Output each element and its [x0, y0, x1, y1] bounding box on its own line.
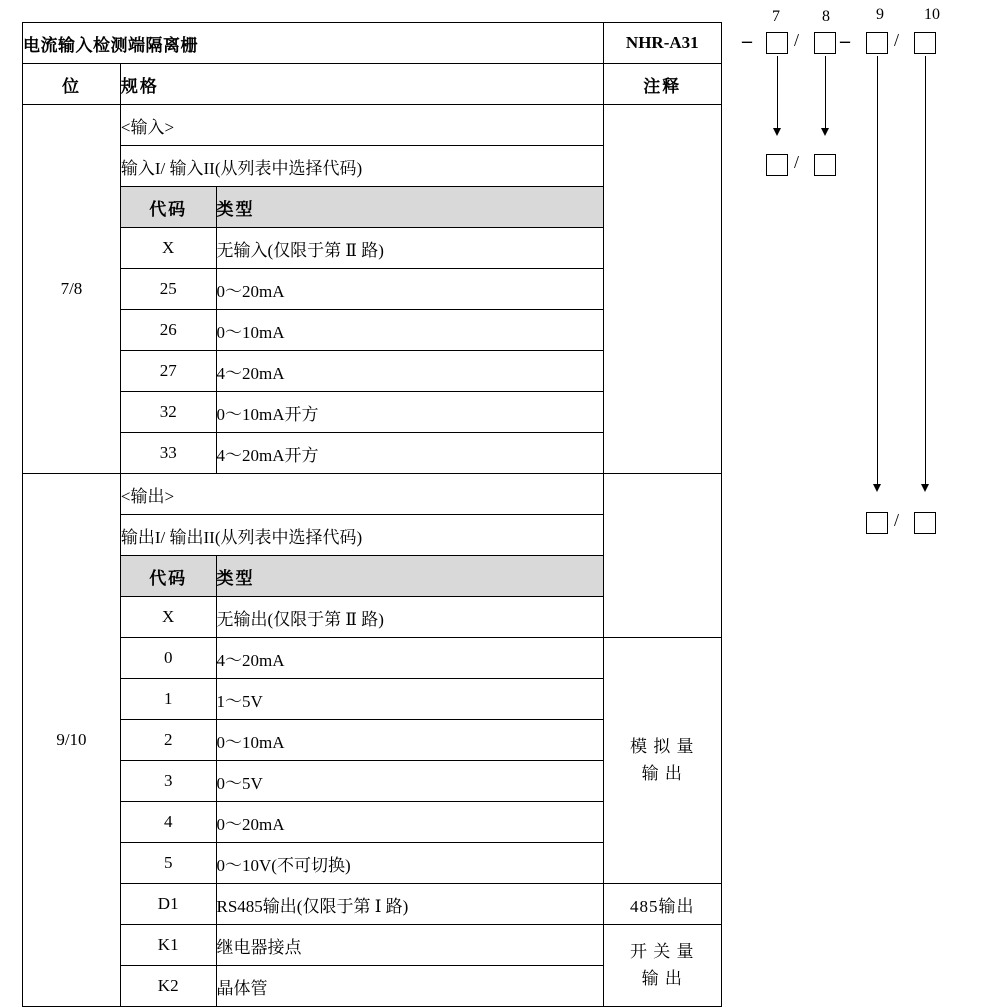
table-row	[23, 105, 722, 146]
note-empty	[603, 597, 721, 638]
note-empty	[603, 433, 721, 474]
subheader-code: 代码	[120, 556, 216, 597]
row-type: 继电器接点	[216, 925, 603, 966]
subheader-type: 类型	[216, 187, 603, 228]
code-box-10[interactable]	[914, 32, 936, 54]
row-type: 1～5V	[216, 679, 603, 720]
note-line-2: 输 出	[641, 763, 683, 783]
slash-separator-1: /	[794, 30, 800, 50]
row-code: 5	[120, 843, 216, 884]
row-type: 4～20mA开方	[216, 433, 603, 474]
row-type: 0～10mA	[216, 310, 603, 351]
table-row	[23, 515, 722, 556]
table-row	[23, 146, 722, 187]
row-code: D1	[120, 884, 216, 925]
note-empty	[603, 187, 721, 228]
note-empty	[603, 269, 721, 310]
digit-label-8: 8	[822, 8, 830, 25]
row-code: K2	[120, 966, 216, 1007]
table-row	[23, 351, 722, 392]
input-box-ii[interactable]	[814, 154, 836, 176]
row-code: 3	[120, 761, 216, 802]
code-box-8[interactable]	[814, 32, 836, 54]
row-code: 32	[120, 392, 216, 433]
table-row	[23, 638, 722, 679]
leader-line-9	[877, 56, 878, 486]
row-type: 晶体管	[216, 966, 603, 1007]
note-empty	[603, 556, 721, 597]
note-empty	[603, 146, 721, 187]
section-position-9-10: 9/10	[23, 474, 121, 1007]
table-row	[23, 884, 722, 925]
row-type: 无输入(仅限于第 Ⅱ 路)	[216, 228, 603, 269]
slash-separator-output: /	[894, 510, 900, 530]
output-box-ii[interactable]	[914, 512, 936, 534]
row-code: 4	[120, 802, 216, 843]
note-line-2: 输 出	[641, 968, 683, 988]
header-spec: 规格	[120, 64, 603, 105]
row-type: 0～10mA	[216, 720, 603, 761]
note-empty	[603, 392, 721, 433]
digit-label-9: 9	[876, 6, 884, 23]
row-type: 4～20mA	[216, 638, 603, 679]
leader-arrow-8	[821, 128, 829, 136]
row-type: 0～10V(不可切换)	[216, 843, 603, 884]
note-rs485-output: 485输出	[603, 884, 721, 925]
table-row	[23, 925, 722, 966]
section-position-7-8: 7/8	[23, 105, 121, 474]
section-title-input: <输入>	[120, 105, 603, 146]
header-position: 位	[23, 64, 121, 105]
leader-line-7	[777, 56, 778, 130]
note-line-1: 开 关 量	[630, 942, 695, 962]
row-code: 25	[120, 269, 216, 310]
row-code: 2	[120, 720, 216, 761]
output-box-i[interactable]	[866, 512, 888, 534]
input-box-i[interactable]	[766, 154, 788, 176]
document-title: 电流输入检测端隔离栅	[23, 23, 604, 64]
row-type: RS485输出(仅限于第 Ⅰ 路)	[216, 884, 603, 925]
header-note: 注释	[603, 64, 721, 105]
note-empty	[603, 351, 721, 392]
note-empty	[603, 228, 721, 269]
dash-separator-1: –	[742, 30, 752, 52]
row-code: 26	[120, 310, 216, 351]
subheader-code: 代码	[120, 187, 216, 228]
subheader-row-input	[23, 187, 722, 228]
row-code: K1	[120, 925, 216, 966]
table-row	[23, 310, 722, 351]
note-empty	[603, 515, 721, 556]
section-description-output: 输出I/ 输出II(从列表中选择代码)	[120, 515, 603, 556]
leader-arrow-9	[873, 484, 881, 492]
code-box-7[interactable]	[766, 32, 788, 54]
leader-line-8	[825, 56, 826, 130]
row-code: 0	[120, 638, 216, 679]
leader-arrow-7	[773, 128, 781, 136]
digit-label-7: 7	[772, 8, 780, 25]
note-empty	[603, 310, 721, 351]
row-code: 27	[120, 351, 216, 392]
table-row	[23, 433, 722, 474]
table-row	[23, 597, 722, 638]
row-code: X	[120, 228, 216, 269]
slash-separator-input: /	[794, 152, 800, 172]
dash-separator-2: –	[840, 30, 850, 52]
table-title-row	[23, 23, 722, 64]
model-code-diagram	[724, 0, 990, 1004]
note-empty	[603, 105, 721, 146]
note-line-1: 模 拟 量	[630, 737, 695, 757]
row-code: 33	[120, 433, 216, 474]
row-type: 4～20mA	[216, 351, 603, 392]
row-type: 无输出(仅限于第 Ⅱ 路)	[216, 597, 603, 638]
table-row	[23, 392, 722, 433]
code-box-9[interactable]	[866, 32, 888, 54]
table-row	[23, 228, 722, 269]
table-row	[23, 474, 722, 515]
note-analog-output	[603, 638, 721, 884]
table-row	[23, 269, 722, 310]
section-title-output: <输出>	[120, 474, 603, 515]
row-type: 0～20mA	[216, 802, 603, 843]
row-code: X	[120, 597, 216, 638]
note-switch-output	[603, 925, 721, 1007]
model-code: NHR-A31	[603, 23, 721, 64]
digit-label-10: 10	[924, 6, 940, 23]
subheader-row-output	[23, 556, 722, 597]
row-type: 0～20mA	[216, 269, 603, 310]
subheader-type: 类型	[216, 556, 603, 597]
specification-table	[22, 22, 722, 1007]
leader-arrow-10	[921, 484, 929, 492]
row-type: 0～5V	[216, 761, 603, 802]
slash-separator-2: /	[894, 30, 900, 50]
table-header-row	[23, 64, 722, 105]
row-code: 1	[120, 679, 216, 720]
leader-line-10	[925, 56, 926, 486]
section-description-input: 输入I/ 输入II(从列表中选择代码)	[120, 146, 603, 187]
row-type: 0～10mA开方	[216, 392, 603, 433]
note-empty	[603, 474, 721, 515]
